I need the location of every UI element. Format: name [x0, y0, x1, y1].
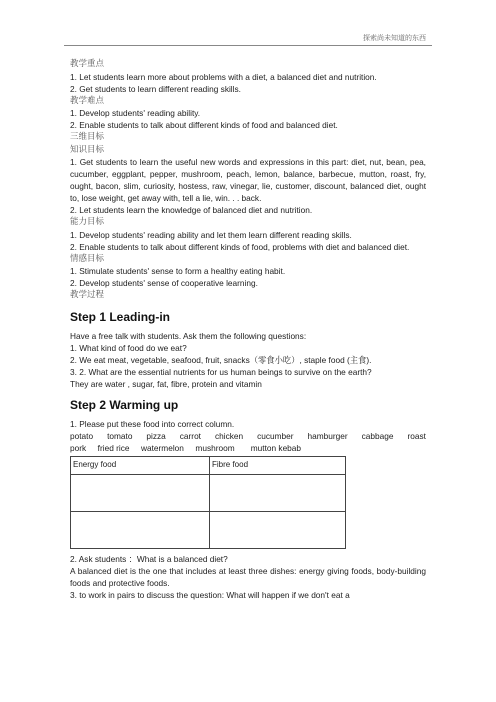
step1-question-1: 1. What kind of food do we eat? — [70, 342, 187, 353]
food-item: cabbage — [361, 430, 394, 441]
food-item: roast — [407, 430, 426, 441]
difficulty-2: 2. Enable students to talk about different kinds of food and balanced diet. — [70, 120, 338, 130]
step1-title: Step 1 Leading-in — [70, 309, 171, 324]
table-cell[interactable] — [71, 474, 210, 511]
food-item: carrot — [179, 430, 201, 441]
heading-process: 教学过程 — [70, 290, 105, 300]
heading-ability: 能力目标 — [70, 217, 105, 227]
table-row — [71, 456, 346, 474]
table-header-fibre: Fibre food — [210, 456, 346, 474]
emotion-2: 2. Develop students' sense of cooperative learning. — [70, 278, 258, 288]
heading-three-dim: 三维目标 — [70, 132, 105, 142]
document-body — [70, 58, 426, 601]
food-item: tomato — [107, 430, 133, 441]
ability-1: 1. Develop students' reading ability and let them learn different reading skills. — [70, 229, 352, 240]
step1-question-3: 3. 2. What are the essential nutrients for us human beings to survive on the earth? — [70, 366, 372, 377]
header-rule — [64, 45, 432, 46]
key-point-2: 2. Get students to learn different reading skills. — [70, 83, 241, 94]
knowledge-2: 2. Let students learn the knowledge of balanced diet and nutrition. — [70, 205, 313, 215]
step1-intro: Have a free talk with students. Ask them the following questions: — [70, 330, 307, 341]
key-point-1: 1. Let students learn more about problems with a diet, a balanced diet and nutrition. — [70, 71, 377, 82]
page-header — [0, 20, 496, 46]
food-item: potato — [70, 430, 94, 441]
food-classification-table — [70, 456, 346, 549]
step1-answer: They are water , sugar, fat, fibre, protein and vitamin — [70, 378, 262, 389]
heading-knowledge: 知识目标 — [70, 144, 105, 155]
table-cell[interactable] — [210, 474, 346, 511]
food-item: chicken — [214, 430, 244, 441]
food-item: cucumber — [257, 430, 294, 441]
step2-title: Step 2 Warming up — [70, 397, 179, 412]
heading-emotion: 情感目标 — [70, 253, 105, 264]
step2-task-2: 2. Ask students ：What is a balanced diet? — [70, 553, 228, 564]
table-row — [71, 511, 346, 548]
food-list-line-2: pork fried rice watermelon mushroom mutton kebab — [70, 442, 302, 453]
knowledge-1: 1. Get students to learn the useful new words and expressions in this part: diet, nut, bean, pea, cucumber, eggplant, pepper, mushroom, peach, lemon, balance, barbecue, mutton, roast, fry, ought, bacon, slim, curiosity, hostess, raw, vinegar, lie, customer, discount, balanced diet, ought to, lose weight, get away with, tell a lie, win. . . back. — [70, 157, 426, 203]
header-text: 探索尚未知道的东西 — [363, 34, 426, 42]
heading-key-points: 教学重点 — [70, 59, 105, 69]
food-list-line-1 — [70, 430, 426, 442]
food-item: hamburger — [307, 430, 348, 441]
balanced-diet-definition: A balanced diet is the one that includes at least three dishes: energy giving foods, body-building foods and protective foods. — [70, 565, 426, 588]
table-row — [71, 474, 346, 511]
step2-task-1: 1. Please put these food into correct column. — [70, 418, 235, 429]
table-cell[interactable] — [71, 511, 210, 548]
heading-difficulties: 教学难点 — [70, 95, 105, 106]
step1-question-2: 2. We eat meat, vegetable, seafood, fruit, snacks（零食小吃）, staple food (主食). — [70, 354, 372, 365]
difficulty-1: 1. Develop students' reading ability. — [70, 108, 201, 118]
food-item: pizza — [146, 430, 166, 441]
ability-2: 2. Enable students to talk about different kinds of food, problems with diet and balanced diet. — [70, 241, 410, 252]
table-header-energy: Energy food — [71, 456, 210, 474]
table-cell[interactable] — [210, 511, 346, 548]
emotion-1: 1. Stimulate students' sense to form a healthy eating habit. — [70, 266, 286, 276]
step2-task-3: 3. to work in pairs to discuss the question: What will happen if we don't eat a — [70, 589, 350, 600]
